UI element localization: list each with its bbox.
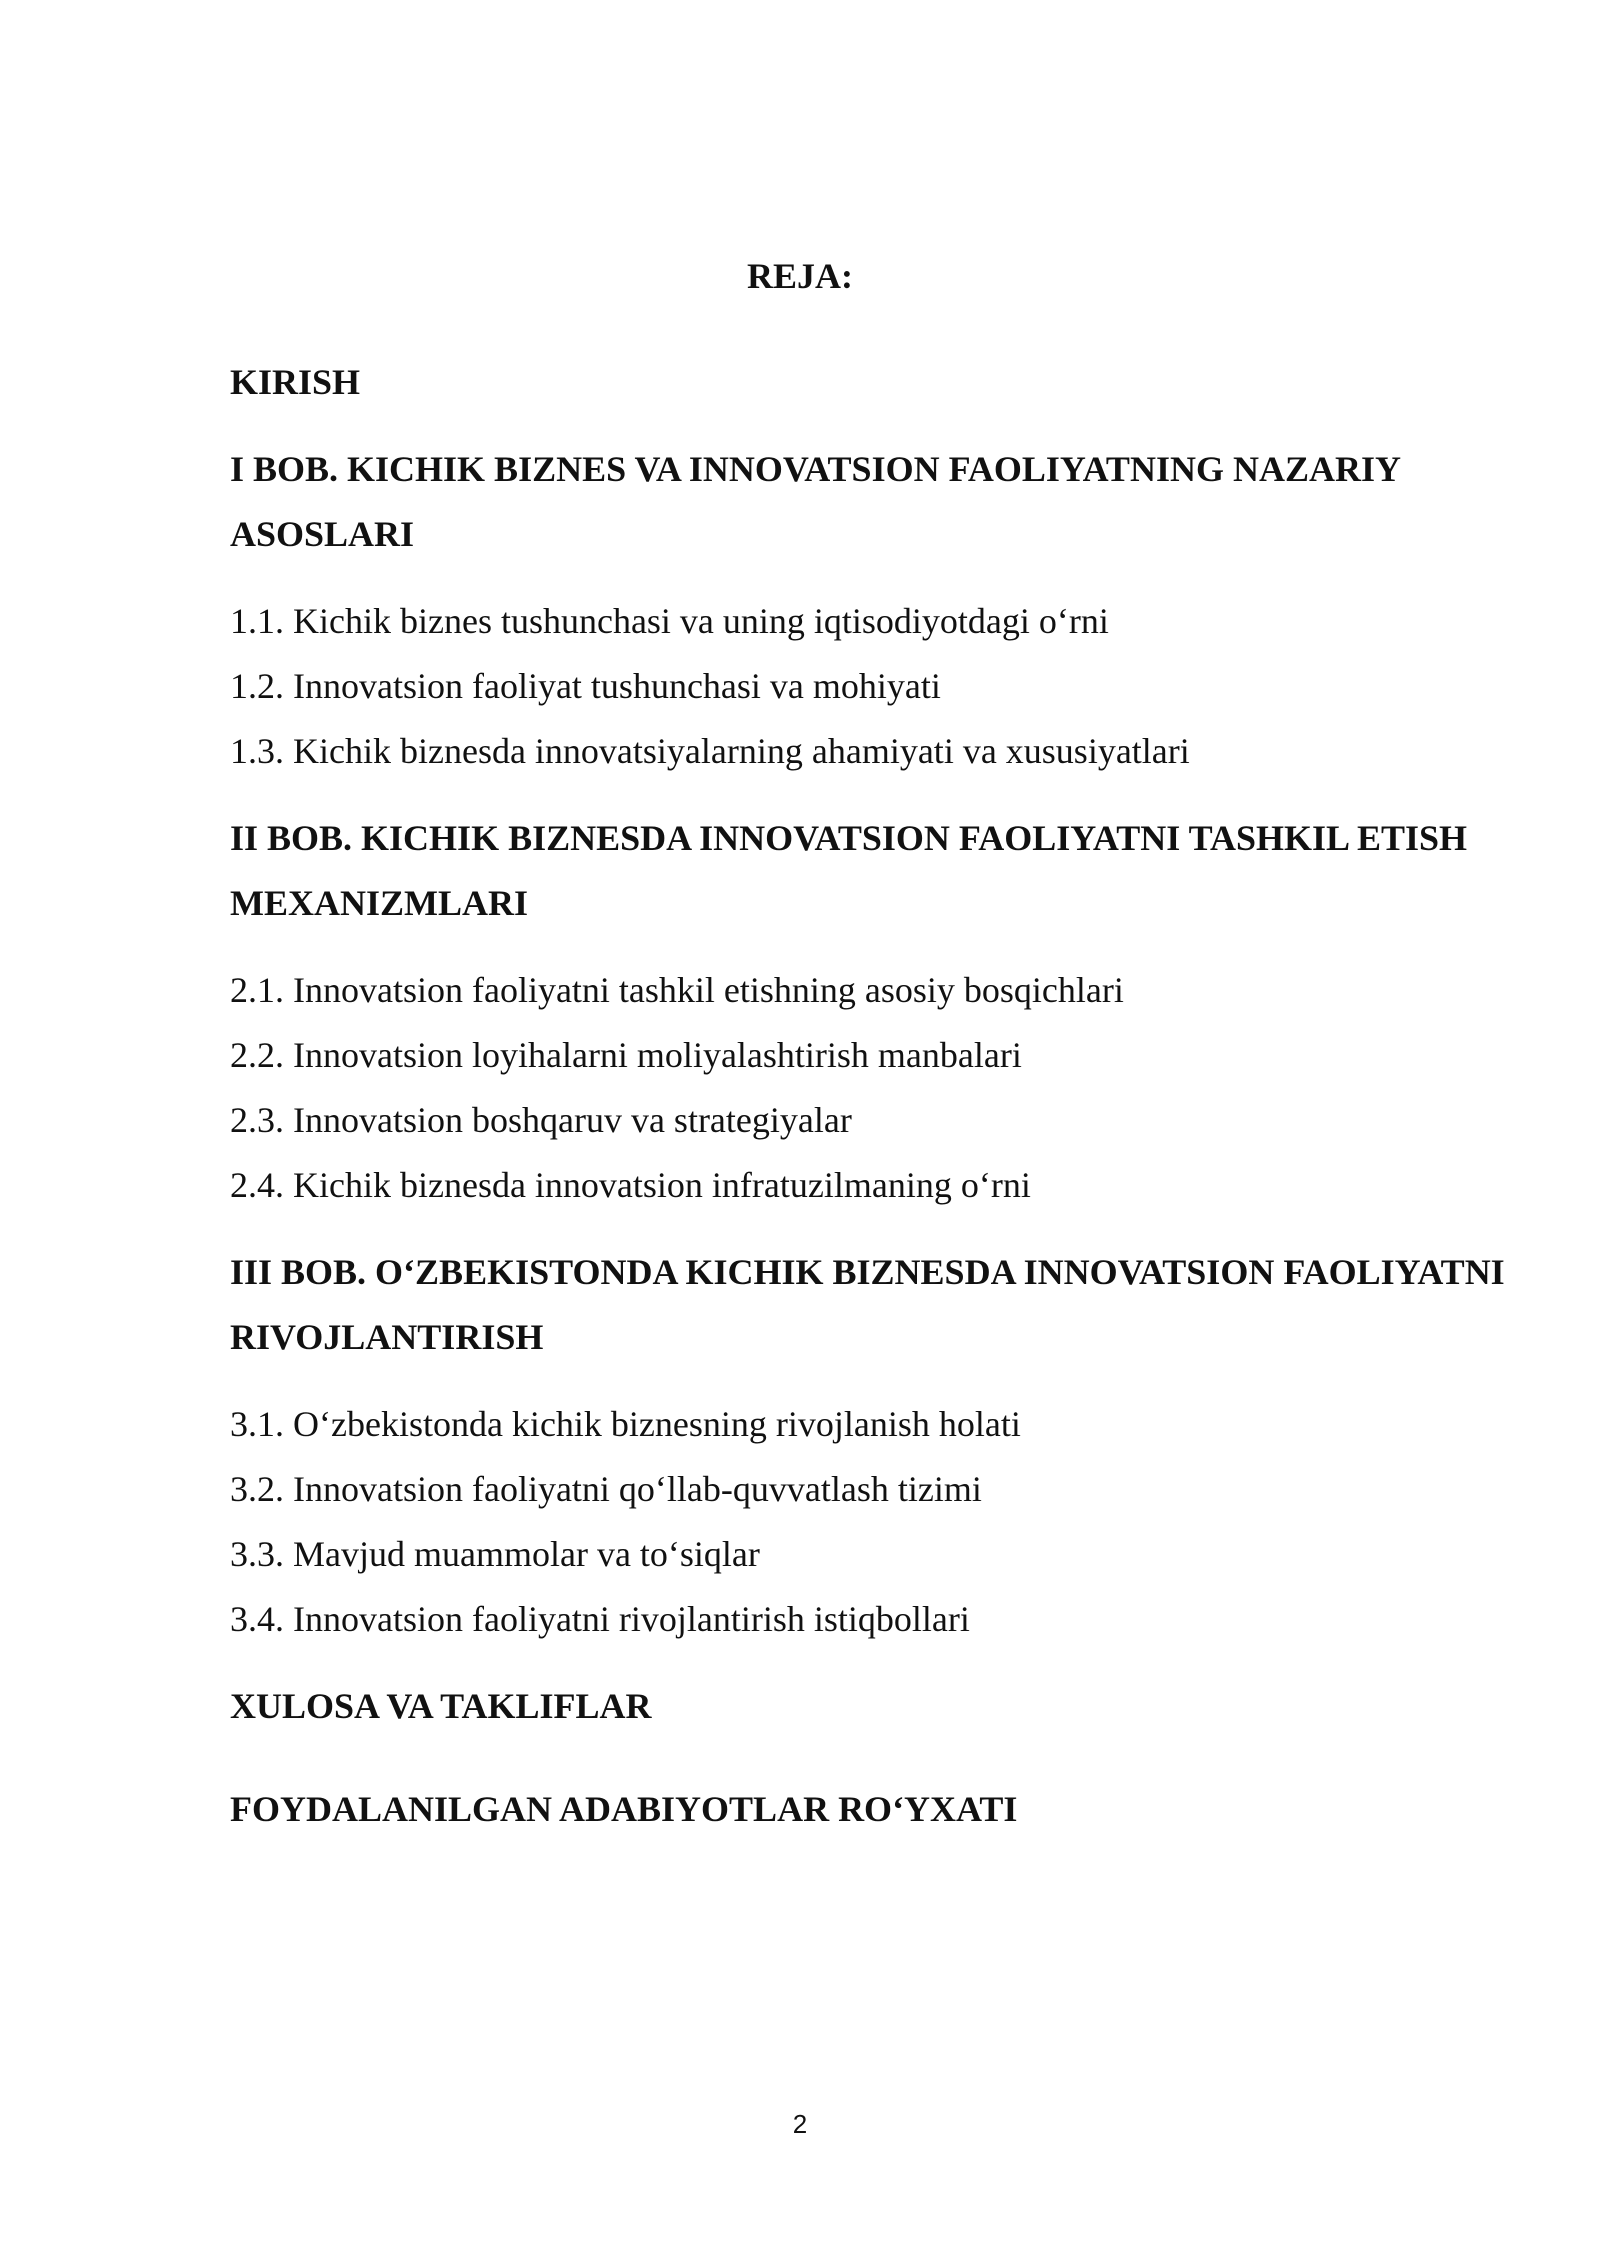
section-1-3: 1.3. Kichik biznesda innovatsiyalarning ahamiyati va xususiyatlari [230, 731, 1190, 771]
section-2-1: 2.1. Innovatsion faoliyatni tashkil etishning asosiy bosqichlari [230, 970, 1124, 1010]
chapter-1-sections [230, 589, 1530, 784]
table-of-contents [230, 350, 1530, 1842]
conclusion-heading: XULOSA VA TAKLIFLAR [230, 1686, 652, 1726]
section-1-2: 1.2. Innovatsion faoliyat tushunchasi va mohiyati [230, 666, 941, 706]
section-3-4: 3.4. Innovatsion faoliyatni rivojlantirish istiqbollari [230, 1599, 970, 1639]
plan-title: REJA: [747, 256, 853, 296]
section-3-2: 3.2. Innovatsion faoliyatni qo‘llab-quvvatlash tizimi [230, 1469, 982, 1509]
section-3-1: 3.1. O‘zbekistonda kichik biznesning rivojlanish holati [230, 1404, 1021, 1444]
chapter-1-heading: I BOB. KICHIK BIZNES VA INNOVATSION FAOLIYATNING NAZARIY ASOSLARI [230, 449, 1400, 554]
chapter-3-heading: III BOB. O‘ZBEKISTONDA KICHIK BIZNESDA INNOVATSION FAOLIYATNI RIVOJLANTIRISH [230, 1252, 1505, 1357]
intro-heading: KIRISH [230, 362, 361, 402]
chapter-3-sections [230, 1392, 1530, 1652]
section-1-1: 1.1. Kichik biznes tushunchasi va uning iqtisodiyotdagi o‘rni [230, 601, 1109, 641]
section-2-3: 2.3. Innovatsion boshqaruv va strategiyalar [230, 1100, 852, 1140]
section-2-2: 2.2. Innovatsion loyihalarni moliyalashtirish manbalari [230, 1035, 1022, 1075]
page-number: 2 [792, 2109, 808, 2139]
chapter-3 [230, 1240, 1530, 1370]
section-2-4: 2.4. Kichik biznesda innovatsion infratuzilmaning o‘rni [230, 1165, 1031, 1205]
chapter-2 [230, 806, 1530, 936]
chapter-2-sections [230, 958, 1530, 1218]
chapter-2-heading: II BOB. KICHIK BIZNESDA INNOVATSION FAOLIYATNI TASHKIL ETISH MEXANIZMLARI [230, 818, 1468, 923]
chapter-1 [230, 437, 1530, 567]
references-heading: FOYDALANILGAN ADABIYOTLAR RO‘YXATI [230, 1789, 1018, 1829]
section-3-3: 3.3. Mavjud muammolar va to‘siqlar [230, 1534, 760, 1574]
